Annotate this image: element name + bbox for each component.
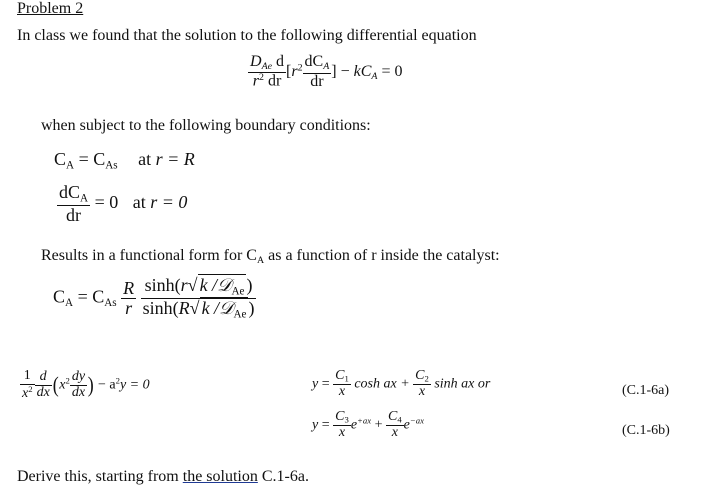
bc2-frac [57, 183, 90, 225]
footer-text [17, 468, 309, 486]
results-intro: Results in a functional form for C [41, 247, 257, 264]
label-c16b: (C.1-6b) [622, 423, 670, 438]
bc1-cond: r = R [155, 149, 195, 169]
intro-text: In class we found that the solution to the following differential equation [17, 27, 477, 44]
ode-dx: dx [36, 384, 50, 400]
results-A: A [256, 254, 265, 266]
sol-frac-sinh: $\frac{\sinh(r√ k /𝒟_{Ae} )}{\sinh(R√ k /𝒟_{Ae} )}$ [142, 275, 255, 321]
gen2-y: y [312, 417, 319, 433]
eq1-r-bracket-exp: 2 [297, 62, 303, 74]
problem-title: Problem 2 [17, 0, 84, 17]
gen1-frac-c1 [333, 369, 351, 399]
sol-R-den: R [178, 298, 190, 319]
eq1-eq0: = 0 [377, 62, 403, 80]
sol-C: C [53, 286, 66, 307]
solution-equation [53, 276, 256, 321]
sol-sinh-num: sinh [144, 275, 175, 295]
bc1-As: As [105, 159, 118, 172]
results-intro-text [41, 247, 500, 266]
ode-frac-1: $\frac{1}{x^2}$ [22, 368, 33, 401]
gen2-plus: + [371, 417, 386, 433]
eq1-r: r [252, 72, 259, 90]
footer-post: C.1-6a. [257, 468, 309, 485]
gen1-x2: x [418, 383, 426, 399]
ode-minus: − a [94, 377, 116, 393]
gen2-C3-sub: 3 [344, 414, 349, 425]
ode-one: 1 [20, 369, 35, 385]
eq1-dr2: dr [310, 72, 324, 90]
eq1-D: D [250, 53, 262, 70]
gen1-eq: = [318, 376, 334, 392]
bc2-eq: = 0 [90, 192, 119, 213]
differential-equation: $\frac{D_{Ae} d}{r^2 dr}$ [$r^2$ $\frac{dC_A}{dr}$ ] − $kC_A = 0$ [250, 53, 403, 90]
eq1-d: d [276, 53, 285, 70]
gen1-C1-sub: 1 [344, 373, 349, 384]
bc1-at: at [138, 149, 152, 169]
eq1-dr: dr [267, 72, 282, 90]
footer-pre: Derive this, starting from [17, 468, 183, 485]
sol-eq: = C [73, 286, 105, 307]
sol-sqrt-num: √ k /𝒟$_{Ae}$ [187, 275, 245, 298]
gen1-cosh: cosh ax + [350, 376, 414, 392]
gen1-C2: C [415, 368, 425, 383]
sol-frac-rr [121, 279, 136, 318]
ode-frac-dy [70, 370, 87, 400]
bc2-dC-sub: A [80, 192, 89, 205]
label-c16a: (C.1-6a) [622, 383, 670, 398]
ode-y0: y = 0 [119, 377, 150, 393]
gen2-eq: = [318, 417, 334, 433]
ode-dy: dy [71, 368, 86, 384]
gen2-e1: e [350, 417, 358, 433]
sol-Ae-num: Ae [231, 285, 245, 298]
bc2-dr: dr [66, 205, 82, 226]
bc2-cond: r = 0 [150, 192, 188, 213]
gen2-frac-c4 [386, 410, 404, 440]
gen2-frac-c3 [333, 410, 351, 440]
sol-sinh-den: sinh [142, 298, 173, 319]
boundary-condition-2 [57, 183, 187, 225]
eq1-r-exp: 2 [258, 72, 264, 84]
bc1-C-sub: A [66, 159, 75, 172]
gen2-C4-sub: 4 [397, 414, 402, 425]
sol-k-num: k / [199, 275, 218, 295]
eq1-minus: ] − [331, 62, 354, 80]
results-rest: as a function of r inside the catalyst: [264, 247, 500, 264]
bc1-C: C [54, 149, 67, 169]
gen2-C4: C [387, 409, 398, 424]
bc1-eq: = C [74, 149, 106, 169]
bc2-dC: dC [59, 182, 81, 202]
eq1-r-bracket: r [291, 62, 298, 80]
gen1-y: y [312, 376, 319, 392]
gen2-C3: C [335, 409, 345, 424]
gen1-x1: x [338, 383, 346, 399]
gen2-e1-exp: +ax [357, 415, 372, 426]
eq1-kC: kC [353, 62, 372, 80]
boundary-condition-1 [54, 149, 195, 171]
general-solution-b [312, 410, 424, 440]
ode-x: x [22, 385, 29, 401]
ode-equation: $\frac{1}{x^2}$ $\frac{d}{dx}$ ($x^2$ $\frac{dy}{dx}$ ) − $a^2y = 0$ [22, 368, 150, 401]
sol-sqrt-den: √ k /𝒟$_{Ae}$ [189, 298, 247, 321]
gen2-x1: x [338, 424, 346, 440]
sol-D-num: 𝒟 [217, 275, 232, 295]
sol-r-num: r [180, 275, 188, 295]
eq1-kC-sub: A [371, 70, 378, 82]
bc-intro-text: when subject to the following boundary conditions: [41, 117, 371, 134]
eq1-frac-coef [248, 54, 286, 91]
gen2-x2: x [391, 424, 398, 440]
sol-C-sub: A [65, 297, 74, 310]
eq1-dC-sub: A [323, 61, 330, 73]
gen2-e2: e [403, 417, 410, 433]
gen1-frac-c2 [413, 369, 431, 399]
bc2-at: at [132, 192, 146, 213]
sol-Ae-den: Ae [233, 308, 247, 321]
sol-R: R [123, 278, 135, 299]
ode-dx2: dx [71, 384, 86, 400]
sol-r: r [125, 298, 133, 319]
ode-frac-d [35, 370, 52, 400]
gen2-e2-exp: −ax [409, 415, 424, 426]
eq1-frac-dc [303, 54, 332, 90]
sol-D-den: 𝒟 [219, 298, 234, 319]
gen1-C1: C [335, 368, 345, 383]
eq1-D-sub: Ae [261, 60, 273, 72]
general-solution-a [312, 369, 490, 399]
sol-As: As [104, 297, 117, 310]
gen1-sinh: sinh ax or [430, 376, 491, 392]
solution-link[interactable]: the solution [182, 468, 258, 485]
sol-k-den: k / [201, 298, 220, 319]
gen1-C2-sub: 2 [424, 373, 429, 384]
ode-d: d [35, 370, 52, 386]
eq1-dC: dC [304, 53, 324, 71]
